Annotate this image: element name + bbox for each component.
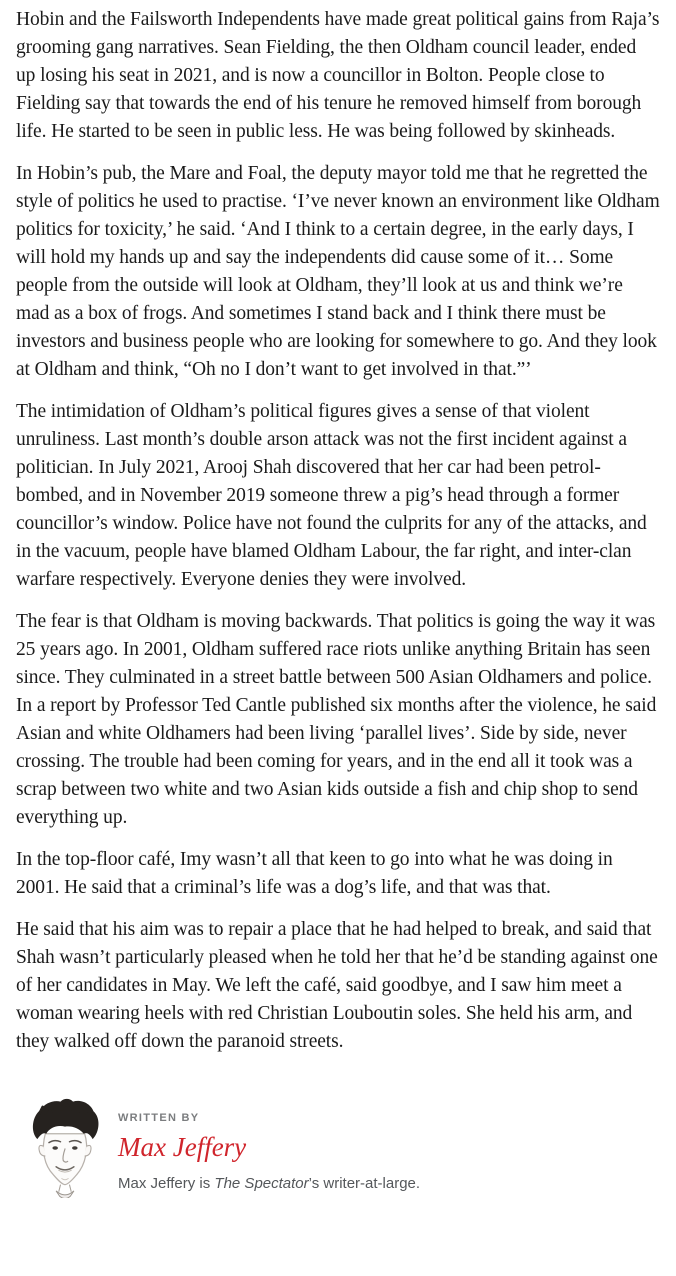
author-bio [118,1174,420,1194]
author-bio-suffix: ’s writer-at-large. [308,1175,421,1192]
article-paragraph: The fear is that Oldham is moving backwards. That politics is going the way it was 25 years ago. In 2001, Oldham suffered race riots unlike anything Britain has seen since. They culminated in a street battle between 500 Asian Oldhamers and police. In a report by Professor Ted Cantle published six months after the violence, he said Asian and white Oldhamers had been living ‘parallel lives’. Side by side, never crossing. The trouble had been coming for years, and in the end all it took was a scrap between two white and two Asian kids outside a fish and chip shop to send everything up. [16,611,657,828]
article-paragraph: The intimidation of Oldham’s political figures gives a sense of that violent unruliness. Last month’s double arson attack was not the first incident against a politician. In July 2021, Arooj Shah discovered that her car had been petrol-bombed, and in November 2019 someone threw a pig’s head through a former councillor’s window. Police have not found the culprits for any of the attacks, and in the vacuum, people have blamed Oldham Labour, the far right, and inter-clan warfare respectively. Everyone denies they were involved. [16,401,647,590]
author-byline [0,1098,676,1198]
byline-text [118,1098,420,1194]
author-bio-publication: The Spectator [214,1175,309,1192]
written-by-label: WRITTEN BY [118,1112,200,1124]
author-name-link[interactable]: Max Jeffery [118,1132,247,1162]
author-bio-prefix: Max Jeffery is [118,1175,215,1192]
article-paragraph: He said that his aim was to repair a place that he had helped to break, and said that Shah wasn’t particularly pleased when he told her that he’d be standing against one of her candidates in May. We left the café, said goodbye, and I saw him meet a woman wearing heels with red Christian Louboutin soles. She held his arm, and they walked off down the paranoid streets. [16,919,658,1052]
article-paragraph: Hobin and the Failsworth Independents have made great political gains from Raja’s grooming gang narratives. Sean Fielding, the then Oldham council leader, ended up losing his seat in 2021, and is now a councillor in Bolton. People close to Fielding say that towards the end of his tenure he removed himself from borough life. He started to be seen in public less. He was being followed by skinheads. [16,9,660,142]
author-avatar[interactable] [24,1098,106,1198]
article-paragraph: In the top-floor café, Imy wasn’t all that keen to go into what he was doing in 2001. He said that a criminal’s life was a dog’s life, and that was that. [16,849,613,898]
article-paragraph: In Hobin’s pub, the Mare and Foal, the deputy mayor told me that he regretted the style of politics he used to practise. ‘I’ve never known an environment like Oldham politics for toxicity,’ he said. ‘And I think to a certain degree, in the early days, I will hold my hands up and say the independents did cause some of it… Some people from the outside will look at Oldham, they’ll look at us and think we’re mad as a box of frogs. And sometimes I stand back and I think there must be investors and business people who are looking for somewhere to go. And they look at Oldham and think, “Oh no I don’t want to get involved in that.”’ [16,163,660,380]
author-portrait-icon [24,1098,106,1198]
